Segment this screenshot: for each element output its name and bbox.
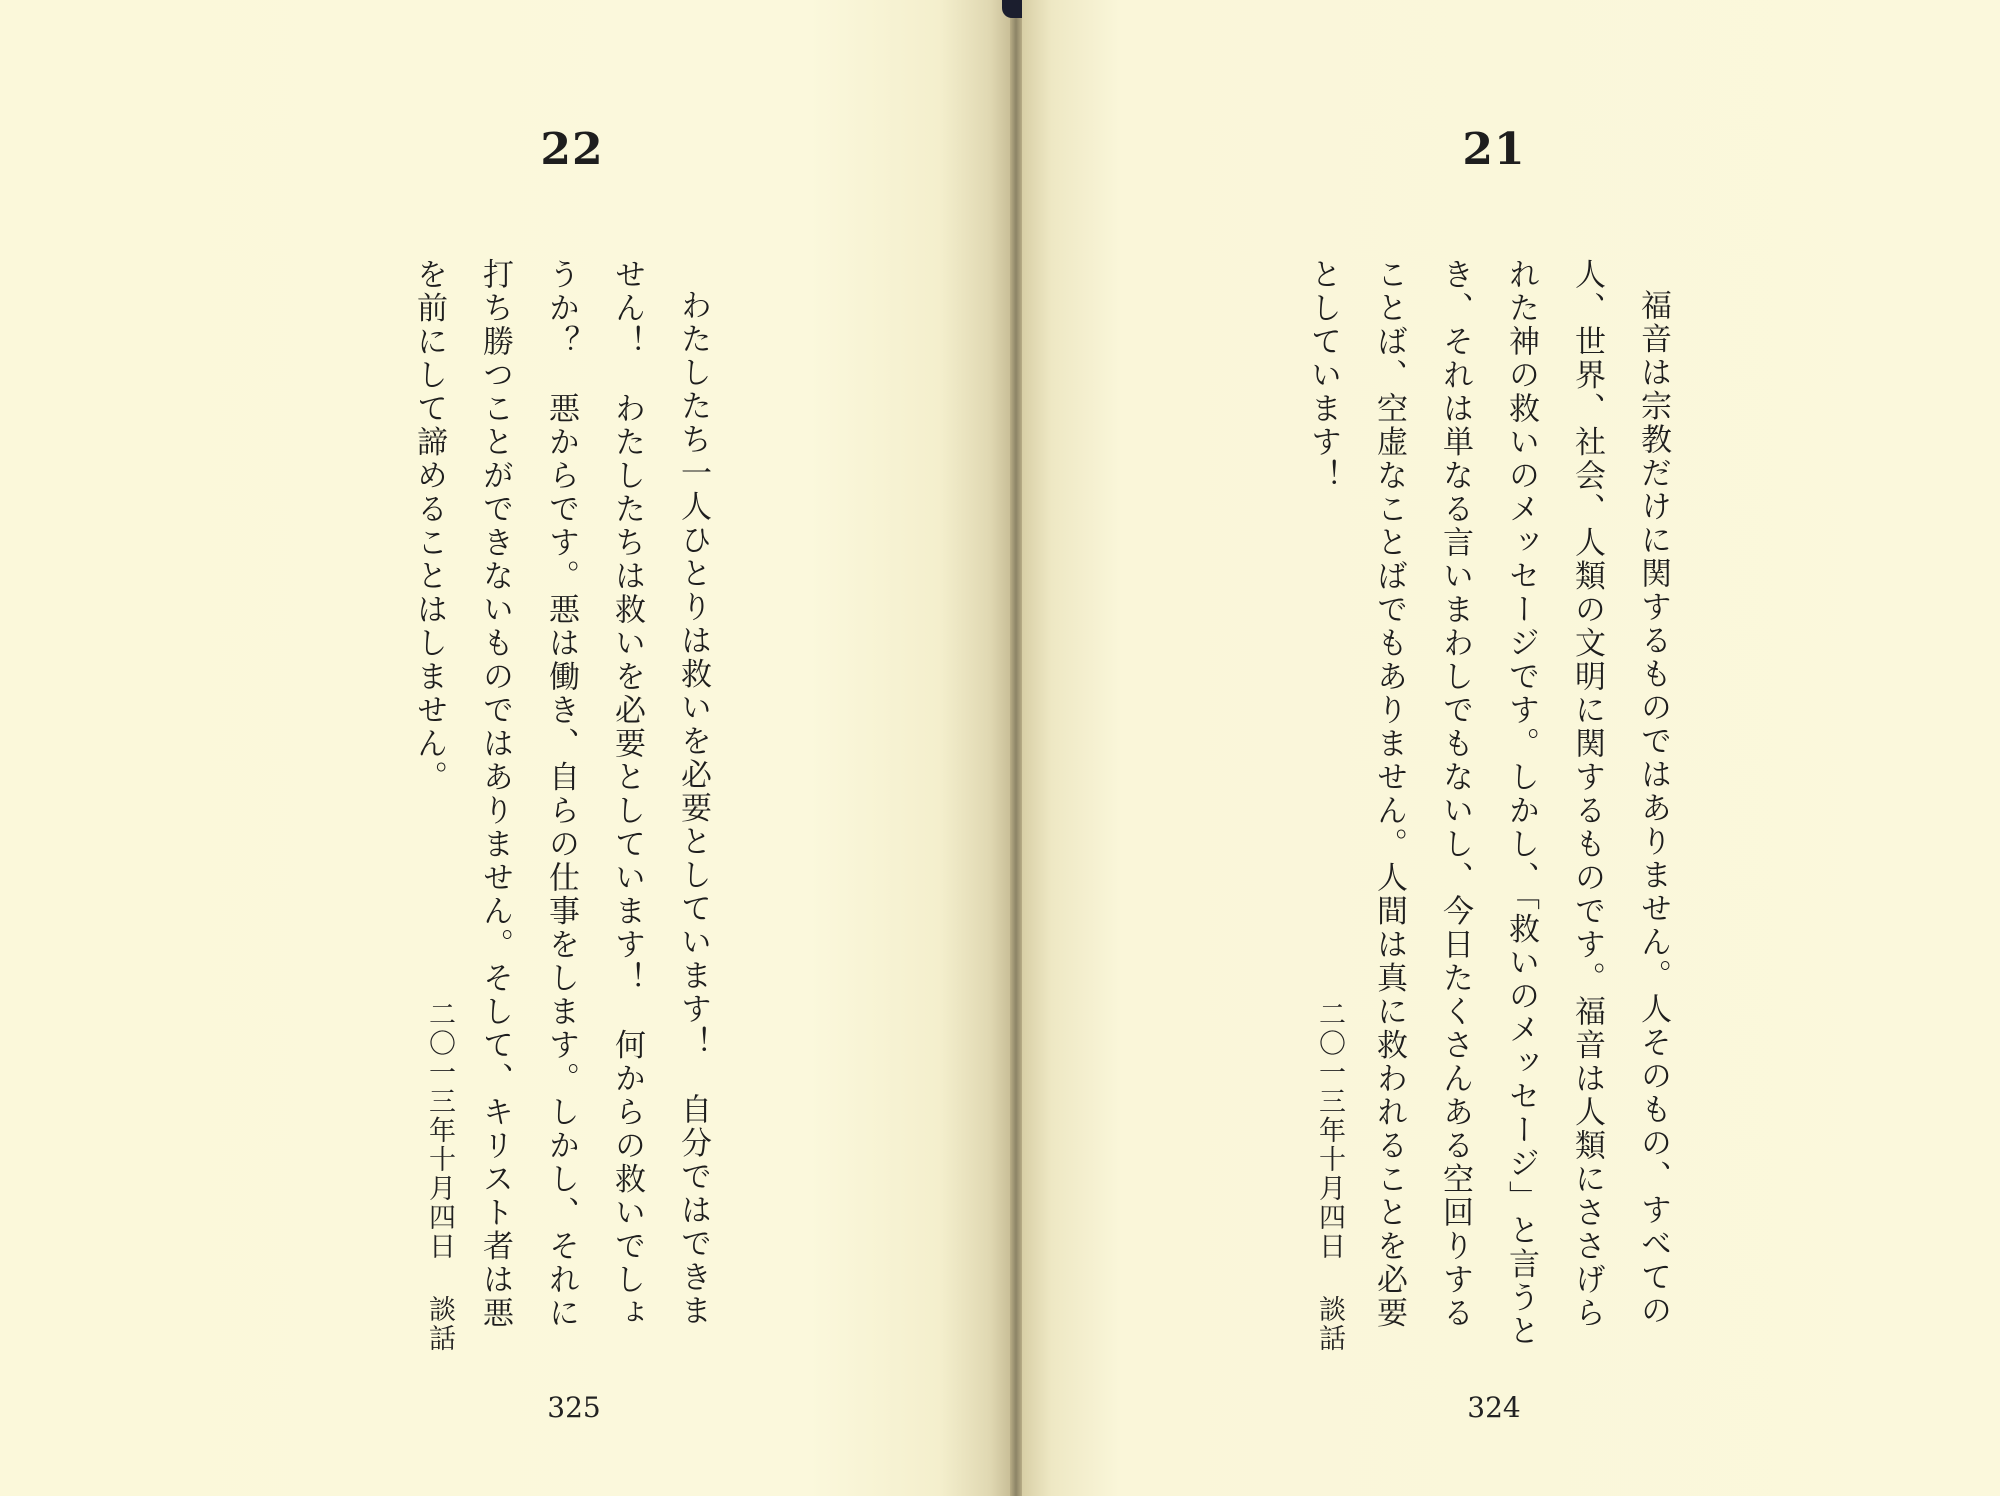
body-text: 福音は宗教だけに関するものではありません。人そのもの、すべての人、世界、社会、人類の文明に関するものです。福音は人類にささげられた神の救いのメッセージです。しかし、「救いのメッセージ」と言うとき、それは単なる言いまわしでもないし、今日たくさんある空回りすることば、空虚なことばでもありません。人間は真に救われることを必要としています！ [1305, 258, 1671, 1348]
dateline [1310, 1000, 1349, 1353]
date: 二〇一三年十月四日 [1314, 1000, 1345, 1261]
chapter-number: 22 [540, 124, 604, 175]
chapter-number: 21 [1462, 124, 1526, 175]
body-text: わたしたち一人ひとりは救いを必要としています！ 自分ではできません！ わたしたちは救いを必要としています！ 何からの救いでしょうか？ 悪からです。悪は働き、自らの仕事をします。しかし、それに打ち勝つことができないものではありません。そして、キリスト者は悪を前にして諦めることはしません。 [411, 258, 711, 1330]
source-label: 談話 [424, 1295, 455, 1353]
source-label: 談話 [1314, 1295, 1345, 1353]
book-gutter [1010, 0, 1022, 1496]
dateline [420, 1000, 459, 1353]
page-number: 324 [1467, 1391, 1521, 1424]
right-page [1022, 0, 2000, 1496]
date: 二〇一三年十月四日 [424, 1000, 455, 1261]
page-number: 325 [547, 1391, 601, 1424]
